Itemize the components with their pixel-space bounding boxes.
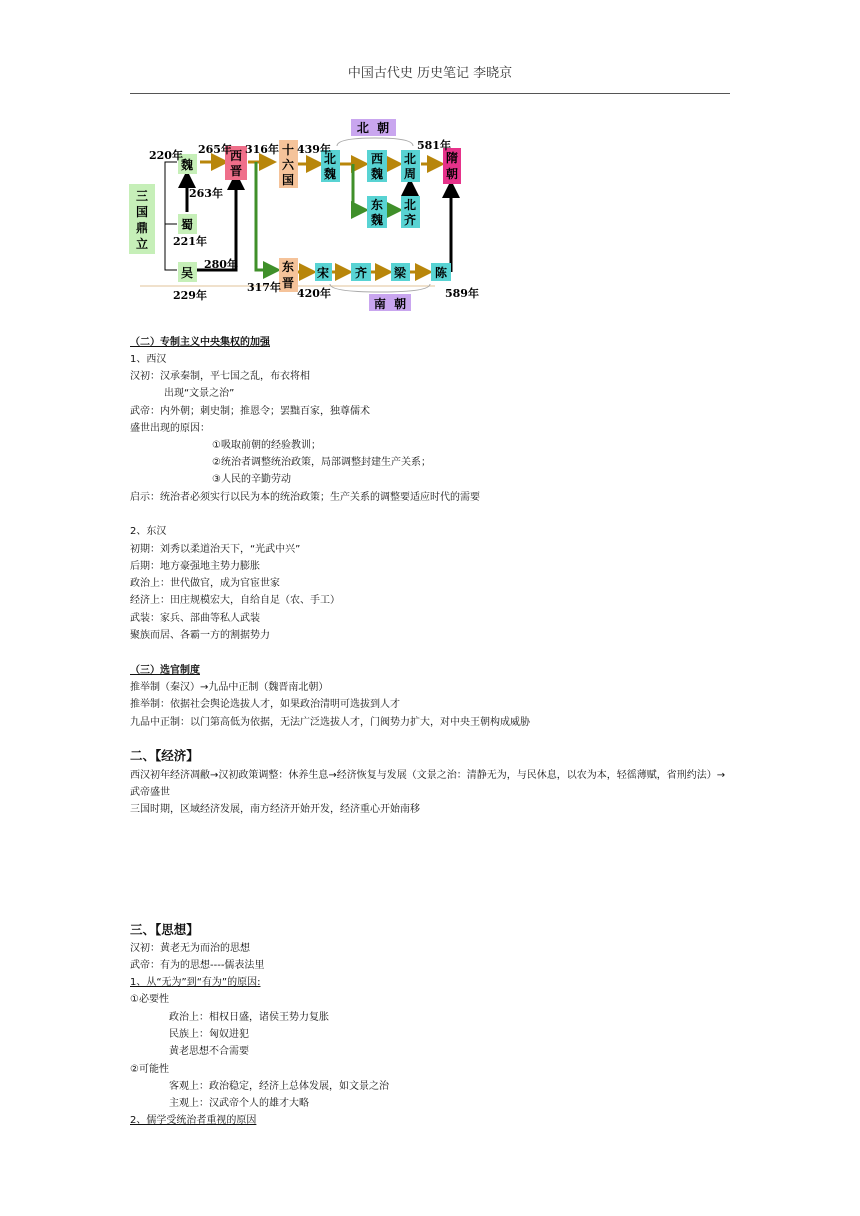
thought-wudi: 武帝：有为的思想----儒表法里 xyxy=(130,960,265,971)
wu-label: 吴 xyxy=(180,266,194,280)
year-317: 317年 xyxy=(247,281,281,294)
beiwei-label-2: 魏 xyxy=(323,167,337,181)
beiwei-to-dongwei-arrow xyxy=(353,164,363,210)
xihan-title: 1、西汉 xyxy=(130,354,167,365)
chen-label: 陈 xyxy=(434,266,448,280)
shiliuguo-label-3: 国 xyxy=(281,173,295,187)
dongjin-label-1: 东 xyxy=(281,260,295,274)
economy-line-1: 西汉初年经济凋敝→汉初政策调整：休养生息→经济恢复与发展（文景之治：清静无为，与民休息，以农为本，轻徭薄赋，省刑约法）→武帝盛世 xyxy=(130,770,726,798)
thought-question-1: 1、从“无为”到“有为”的原因: xyxy=(130,977,261,988)
tuiju-line: 推举制（秦汉）→九品中正制（魏晋南北朝） xyxy=(130,682,329,693)
year-220: 220年 xyxy=(149,149,183,162)
year-439: 439年 xyxy=(297,143,331,156)
keneng-1: 客观上：政治稳定，经济上总体发展，如文景之治 xyxy=(169,1081,389,1092)
sui-label-2: 朝 xyxy=(445,167,459,181)
dynasty-diagram xyxy=(125,112,485,312)
sanguo-label-2: 国 xyxy=(135,205,149,219)
sui-label-1: 隋 xyxy=(445,151,459,165)
bixu-1: 政治上：相权日盛，诸侯王势力复胀 xyxy=(169,1012,329,1023)
sanguo-label-1: 三 xyxy=(135,189,149,203)
thought-heading: 三、【思想】 xyxy=(130,922,199,937)
reason-1: ①吸取前朝的经验教训； xyxy=(212,440,321,451)
nanchao-brace xyxy=(330,284,430,292)
beiqi-label-1: 北 xyxy=(403,198,417,212)
hanchu-line: 汉初：汉承秦制，平七国之乱，布衣将相 xyxy=(130,371,310,382)
wei-label: 魏 xyxy=(180,158,194,172)
qishi-line: 启示：统治者必须实行以民为本的统治政策；生产关系的调整要适应时代的需要 xyxy=(130,492,480,503)
reason-2: ②统治者调整统治政策，局部调整封建生产关系； xyxy=(212,457,431,468)
year-221: 221年 xyxy=(173,235,207,248)
year-229: 229年 xyxy=(173,289,207,302)
jingji-line: 经济上：田庄规模宏大，自给自足（农、手工） xyxy=(130,595,340,606)
reason-3: ③人民的辛勤劳动 xyxy=(212,474,291,485)
beiwei-label-1: 北 xyxy=(323,152,337,166)
xijin-to-dongjin-arrow xyxy=(256,162,275,270)
bixu-title: ①必要性 xyxy=(130,994,169,1005)
keneng-title: ②可能性 xyxy=(130,1064,169,1075)
wudi-line: 武帝：内外朝；刺史制；推恩令；罢黜百家，独尊儒术 xyxy=(130,406,370,417)
xijin-label-1: 西 xyxy=(229,149,243,163)
tuiju-desc: 推举制：依据社会舆论选拔人才，如果政治清明可选拔到人才 xyxy=(130,699,400,710)
shiliuguo-label-1: 十 xyxy=(281,143,295,157)
year-420: 420年 xyxy=(297,287,331,300)
chuqi-line: 初期：刘秀以柔道治天下，“光武中兴” xyxy=(130,544,301,555)
sanguo-label-4: 立 xyxy=(135,237,149,251)
donghan-title: 2、东汉 xyxy=(130,526,167,537)
year-589: 589年 xyxy=(445,287,479,300)
thought-hanchu: 汉初：黄老无为而治的思想 xyxy=(130,943,250,954)
nanchao-label: 南 朝 xyxy=(373,297,407,311)
year-280: 280年 xyxy=(204,258,238,271)
wenjing-line: 出现“文景之治” xyxy=(164,388,235,399)
shiliuguo-label-2: 六 xyxy=(281,158,295,172)
dongwei-label-2: 魏 xyxy=(370,213,384,227)
jiupin-desc: 九品中正制：以门第高低为依据，无法广泛选拔人才，门阀势力扩大，对中央王朝构成威胁 xyxy=(130,717,530,728)
sanguo-bracket-top xyxy=(165,162,177,224)
year-263: 263年 xyxy=(189,187,223,200)
page-header: 中国古代史 历史笔记 李晓京 xyxy=(347,66,513,81)
zhengzhi-line: 政治上：世代做官，成为官宦世家 xyxy=(130,578,280,589)
shu-label: 蜀 xyxy=(180,218,194,232)
qi-label: 齐 xyxy=(354,266,368,280)
beichao-brace xyxy=(337,138,413,146)
liang-label: 梁 xyxy=(393,266,407,280)
thought-question-2: 2、儒学受统治者重视的原因 xyxy=(130,1115,257,1126)
beiqi-label-2: 齐 xyxy=(403,213,417,227)
beizhou-label-2: 周 xyxy=(403,167,417,181)
dongjin-label-2: 晋 xyxy=(281,276,295,290)
sanguo-label-3: 鼎 xyxy=(135,221,149,235)
houqi-line: 后期：地方豪强地主势力膨胀 xyxy=(130,561,260,572)
reason-title: 盛世出现的原因： xyxy=(130,423,210,434)
wuzhuang-line: 武装：家兵、部曲等私人武装 xyxy=(130,613,260,624)
dongwei-label-1: 东 xyxy=(370,198,384,212)
economy-line-2: 三国时期，区域经济发展，南方经济开始开发，经济重心开始南移 xyxy=(130,804,420,815)
keneng-2: 主观上：汉武帝个人的雄才大略 xyxy=(169,1098,309,1109)
beichao-label: 北 朝 xyxy=(356,121,390,135)
beizhou-label-1: 北 xyxy=(403,152,417,166)
economy-heading: 二、【经济】 xyxy=(130,748,199,763)
bixu-2: 民族上：匈奴进犯 xyxy=(169,1029,249,1040)
year-581: 581年 xyxy=(417,139,451,152)
year-316: 316年 xyxy=(245,143,279,156)
year-265: 265年 xyxy=(198,143,232,156)
header-rule xyxy=(130,93,730,94)
bixu-3: 黄老思想不合需要 xyxy=(169,1046,249,1057)
juzu-line: 聚族而居、各霸一方的割据势力 xyxy=(130,630,270,641)
xiwei-label-1: 西 xyxy=(370,152,384,166)
subheading-centralization: （二）专制主义中央集权的加强 xyxy=(130,337,270,348)
xijin-label-2: 晋 xyxy=(229,164,243,178)
xiwei-label-2: 魏 xyxy=(370,167,384,181)
subheading-selection: （三）选官制度 xyxy=(130,665,200,676)
song-label: 宋 xyxy=(316,266,330,280)
